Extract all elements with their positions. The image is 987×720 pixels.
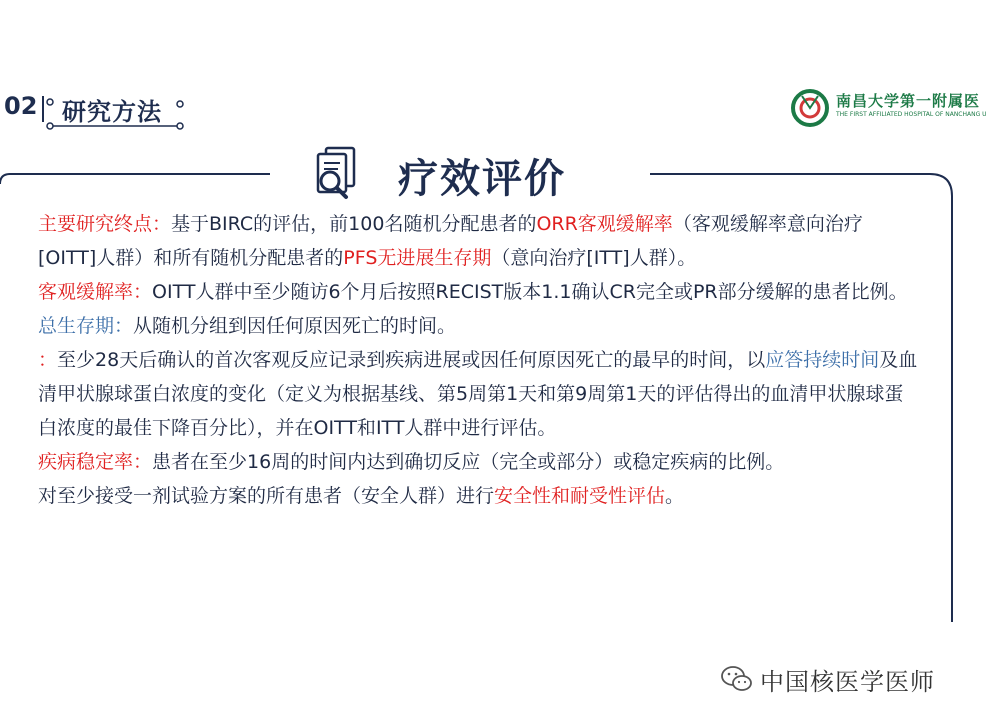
safety-highlight: 安全性和耐受性评估 <box>494 485 666 507</box>
dor-text-b: 及血清甲状腺球蛋白浓度的变化（定义为根据基线、第5周第1天和第9周第1天的评估得出的血清甲状腺球蛋白浓度的最佳下降百分比），并在OITT和ITT人群中进行评估。 <box>38 349 918 439</box>
safety-text-b: 。 <box>665 485 685 507</box>
primary-endpoint-text-b: （客观缓解率意向治疗[OITT]人群）和所有随机分配患者的 <box>38 213 863 269</box>
dor-paragraph <box>38 343 918 445</box>
safety-text-a: 对至少接受一剂试验方案的所有患者（安全人群）进行 <box>38 485 495 507</box>
slide-title: 疗效评价 <box>398 156 566 202</box>
primary-endpoint-text-a: 基于BIRC的评估，前100名随机分配患者的 <box>171 213 537 235</box>
section-divider <box>42 96 44 122</box>
hospital-emblem-icon <box>790 88 830 128</box>
dor-highlight: 应答持续时间 <box>765 349 880 371</box>
dor-prefix: ： <box>38 349 58 371</box>
os-paragraph <box>38 309 918 343</box>
safety-paragraph <box>38 479 918 513</box>
evaluation-content <box>38 207 918 513</box>
os-label: 总生存期： <box>38 315 134 337</box>
primary-endpoint-paragraph <box>38 207 918 275</box>
os-text: 从随机分组到因任何原因死亡的时间。 <box>133 315 457 337</box>
document-search-icon <box>308 145 364 201</box>
orr-label: 客观缓解率： <box>38 281 153 303</box>
primary-endpoint-text-c: （意向治疗[ITT]人群）。 <box>491 247 697 269</box>
hospital-name-en: THE FIRST AFFILIATED HOSPITAL OF NANCHANG U <box>836 111 987 118</box>
orr-paragraph <box>38 275 918 309</box>
primary-endpoint-label: 主要研究终点： <box>38 213 172 235</box>
orr-highlight: ORR客观缓解率 <box>536 213 673 235</box>
pfs-highlight: PFS无进展生存期 <box>343 247 492 269</box>
sd-paragraph <box>38 445 918 479</box>
hospital-name: 南昌大学第一附属医 <box>836 92 981 110</box>
orr-text: OITT人群中至少随访6个月后按照RECIST版本1.1确认CR完全或PR部分缓解的患者比例。 <box>152 281 908 303</box>
watermark-text: 中国核医学医师 <box>760 668 935 696</box>
section-number: 02 <box>4 92 38 120</box>
sd-text: 患者在至少16周的时间内达到确切反应（完全或部分）或稳定疾病的比例。 <box>152 451 785 473</box>
section-title: 研究方法 <box>62 98 162 126</box>
hospital-logo <box>790 88 987 128</box>
dor-text-a: 至少28天后确认的首次客观反应记录到疾病进展或因任何原因死亡的最早的时间，以 <box>57 349 766 371</box>
sd-label: 疾病稳定率： <box>38 451 153 473</box>
wechat-icon <box>720 664 754 694</box>
